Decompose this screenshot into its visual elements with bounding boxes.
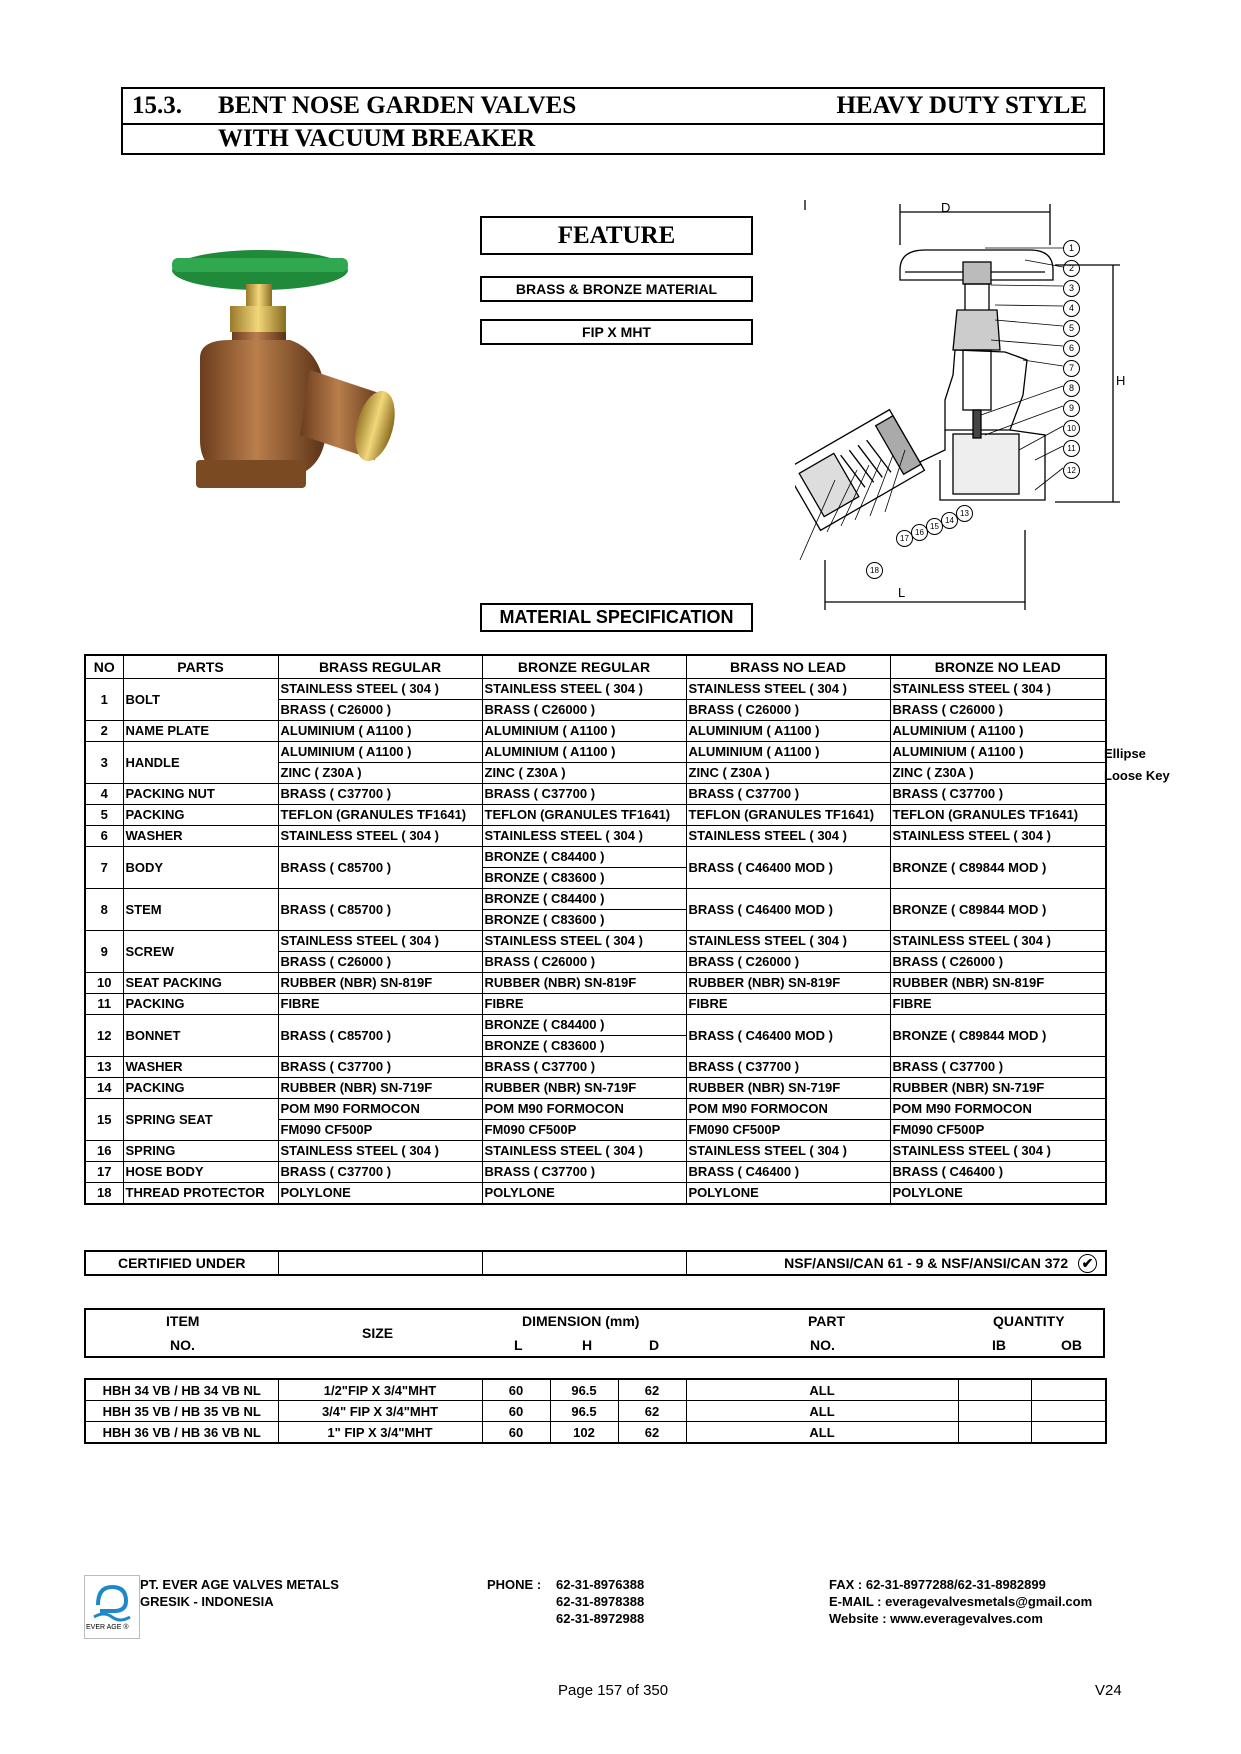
dimension-size-cell: 1/2"FIP X 3/4"MHT — [278, 1379, 482, 1401]
material-cell: ALUMINIUM ( A1100 ) — [890, 742, 1106, 763]
material-cell: BRASS ( C26000 ) — [890, 700, 1106, 721]
material-cell: ALUMINIUM ( A1100 ) — [278, 721, 482, 742]
material-row — [85, 847, 1106, 868]
note-loose-key: Loose Key — [1104, 768, 1170, 783]
valve-photo — [160, 240, 430, 510]
material-cell: ZINC ( Z30A ) — [482, 763, 686, 784]
hdr-size: SIZE — [362, 1325, 394, 1341]
material-cell: BRASS ( C37700 ) — [686, 784, 890, 805]
hdr-part: PART — [808, 1313, 846, 1329]
material-cell: ALUMINIUM ( A1100 ) — [278, 742, 482, 763]
callout-9: 9 — [1063, 400, 1080, 417]
part-name: BODY — [123, 847, 278, 889]
material-cell: ALUMINIUM ( A1100 ) — [890, 721, 1106, 742]
dimension-l-cell: 60 — [482, 1422, 550, 1444]
material-cell: STAINLESS STEEL ( 304 ) — [686, 679, 890, 700]
dimension-part-cell: ALL — [686, 1379, 958, 1401]
callout-11: 11 — [1063, 440, 1080, 457]
col-bronze-no-lead: BRONZE NO LEAD — [890, 655, 1106, 679]
material-cell: FIBRE — [686, 994, 890, 1015]
material-cell: BRASS ( C26000 ) — [482, 952, 686, 973]
material-cell: ZINC ( Z30A ) — [686, 763, 890, 784]
hdr-item-no: NO. — [170, 1337, 195, 1353]
material-row — [85, 1099, 1106, 1120]
material-cell: BRONZE ( C84400 ) — [482, 1015, 686, 1036]
dimension-ib-cell — [958, 1401, 1031, 1422]
material-row — [85, 721, 1106, 742]
hdr-quantity: QUANTITY — [993, 1313, 1065, 1329]
fax: FAX : 62-31-8977288/62-31-8982899 — [829, 1577, 1046, 1592]
part-number: 8 — [85, 889, 123, 931]
material-cell: ZINC ( Z30A ) — [890, 763, 1106, 784]
callout-1: 1 — [1063, 240, 1080, 257]
material-cell: STAINLESS STEEL ( 304 ) — [482, 1141, 686, 1162]
dimension-d-cell: 62 — [618, 1401, 686, 1422]
material-cell: POM M90 FORMOCON — [686, 1099, 890, 1120]
part-number: 5 — [85, 805, 123, 826]
part-number: 16 — [85, 1141, 123, 1162]
part-number: 13 — [85, 1057, 123, 1078]
material-cell: RUBBER (NBR) SN-819F — [278, 973, 482, 994]
material-header-row — [85, 655, 1106, 679]
part-number: 4 — [85, 784, 123, 805]
material-cell: BRASS ( C37700 ) — [278, 1057, 482, 1078]
note-ellipse: Ellipse — [1104, 746, 1146, 761]
dim-label-d: D — [941, 200, 951, 215]
material-cell: BRASS ( C37700 ) — [890, 784, 1106, 805]
dimension-row — [85, 1422, 1106, 1444]
col-no: NO — [85, 655, 123, 679]
title-line-1: BENT NOSE GARDEN VALVES — [218, 92, 577, 119]
part-name: WASHER — [123, 826, 278, 847]
material-cell: FIBRE — [278, 994, 482, 1015]
material-cell: BRASS ( C37700 ) — [482, 784, 686, 805]
material-cell: BRASS ( C37700 ) — [482, 1057, 686, 1078]
version: V24 — [1095, 1682, 1122, 1699]
company-location: GRESIK - INDONESIA — [140, 1594, 274, 1609]
material-cell: STAINLESS STEEL ( 304 ) — [278, 931, 482, 952]
website-link[interactable]: Website : www.everagevalves.com — [829, 1611, 1043, 1626]
phone-2: 62-31-8978388 — [556, 1594, 645, 1609]
material-row — [85, 994, 1106, 1015]
callout-18: 18 — [866, 562, 883, 579]
part-name: SEAT PACKING — [123, 973, 278, 994]
company-name: PT. EVER AGE VALVES METALS — [140, 1577, 339, 1592]
part-number: 10 — [85, 973, 123, 994]
certification-row — [84, 1250, 1107, 1276]
material-cell: BRASS ( C26000 ) — [278, 952, 482, 973]
callout-15: 15 — [926, 518, 943, 535]
part-number: 1 — [85, 679, 123, 721]
hdr-h: H — [582, 1337, 593, 1353]
material-cell: BRONZE ( C84400 ) — [482, 889, 686, 910]
dim-label-l: L — [898, 585, 906, 600]
material-row — [85, 931, 1106, 952]
callout-3: 3 — [1063, 280, 1080, 297]
part-number: 15 — [85, 1099, 123, 1141]
material-cell: RUBBER (NBR) SN-719F — [686, 1078, 890, 1099]
part-number: 18 — [85, 1183, 123, 1205]
title-box — [121, 87, 1105, 155]
phone-1: 62-31-8976388 — [556, 1577, 645, 1592]
dimension-size-cell: 1" FIP X 3/4"MHT — [278, 1422, 482, 1444]
callout-17: 17 — [896, 530, 913, 547]
material-row — [85, 679, 1106, 700]
material-row — [85, 1162, 1106, 1183]
material-cell: BRONZE ( C83600 ) — [482, 910, 686, 931]
callout-14: 14 — [941, 512, 958, 529]
certified-label: CERTIFIED UNDER — [85, 1251, 278, 1275]
material-row — [85, 973, 1106, 994]
section-number: 15.3. — [132, 92, 182, 119]
material-row — [85, 1057, 1106, 1078]
material-cell: BRASS ( C26000 ) — [686, 952, 890, 973]
material-row — [85, 1141, 1106, 1162]
dimension-part-cell: ALL — [686, 1401, 958, 1422]
dimension-ob-cell — [1031, 1379, 1106, 1401]
hdr-part-no: NO. — [810, 1337, 835, 1353]
material-cell: BRASS ( C46400 MOD ) — [686, 847, 890, 889]
phone-3: 62-31-8972988 — [556, 1611, 645, 1626]
material-row — [85, 805, 1106, 826]
material-cell: BRONZE ( C84400 ) — [482, 847, 686, 868]
phone-block — [556, 1576, 644, 1627]
material-cell: POLYLONE — [890, 1183, 1106, 1205]
part-name: PACKING — [123, 805, 278, 826]
part-number: 17 — [85, 1162, 123, 1183]
material-cell: BRASS ( C26000 ) — [482, 700, 686, 721]
logo-text: EVER AGE ® — [86, 1624, 129, 1631]
material-cell: BRASS ( C26000 ) — [278, 700, 482, 721]
hdr-item: ITEM — [166, 1313, 200, 1329]
material-cell: FIBRE — [890, 994, 1106, 1015]
part-number: 9 — [85, 931, 123, 973]
part-name: THREAD PROTECTOR — [123, 1183, 278, 1205]
material-cell: BRASS ( C26000 ) — [890, 952, 1106, 973]
material-cell: BRASS ( C85700 ) — [278, 889, 482, 931]
certified-blank-1 — [278, 1251, 482, 1275]
material-heading: MATERIAL SPECIFICATION — [480, 603, 753, 632]
material-row — [85, 889, 1106, 910]
part-name: HANDLE — [123, 742, 278, 784]
dimension-row — [85, 1379, 1106, 1401]
check-icon: ✔ — [1078, 1254, 1097, 1273]
dimension-size-cell: 3/4" FIP X 3/4"MHT — [278, 1401, 482, 1422]
callout-4: 4 — [1063, 300, 1080, 317]
material-cell: STAINLESS STEEL ( 304 ) — [278, 679, 482, 700]
col-bronze-regular: BRONZE REGULAR — [482, 655, 686, 679]
dimension-header — [84, 1308, 1105, 1358]
material-cell: BRASS ( C37700 ) — [482, 1162, 686, 1183]
part-number: 14 — [85, 1078, 123, 1099]
callout-7: 7 — [1063, 360, 1080, 377]
material-cell: BRASS ( C46400 MOD ) — [686, 889, 890, 931]
material-cell: BRONZE ( C89844 MOD ) — [890, 847, 1106, 889]
dimension-table — [84, 1378, 1107, 1444]
material-cell: POLYLONE — [686, 1183, 890, 1205]
dimension-h-cell: 96.5 — [550, 1379, 618, 1401]
material-row — [85, 742, 1106, 763]
material-cell: BRASS ( C37700 ) — [278, 784, 482, 805]
dimension-l-cell: 60 — [482, 1401, 550, 1422]
material-cell: STAINLESS STEEL ( 304 ) — [686, 931, 890, 952]
material-cell: BRASS ( C46400 ) — [890, 1162, 1106, 1183]
material-cell: RUBBER (NBR) SN-819F — [482, 973, 686, 994]
callout-5: 5 — [1063, 320, 1080, 337]
feature-heading: FEATURE — [480, 216, 753, 255]
dimension-l-cell: 60 — [482, 1379, 550, 1401]
material-row — [85, 784, 1106, 805]
material-cell: STAINLESS STEEL ( 304 ) — [482, 931, 686, 952]
part-number: 12 — [85, 1015, 123, 1057]
material-table — [84, 654, 1107, 1205]
material-cell: ALUMINIUM ( A1100 ) — [482, 721, 686, 742]
material-cell: ALUMINIUM ( A1100 ) — [686, 721, 890, 742]
hdr-d: D — [649, 1337, 660, 1353]
certified-value: NSF/ANSI/CAN 61 - 9 & NSF/ANSI/CAN 372 — [784, 1254, 1069, 1271]
material-cell: FM090 CF500P — [890, 1120, 1106, 1141]
material-row — [85, 1078, 1106, 1099]
material-cell: TEFLON (GRANULES TF1641) — [278, 805, 482, 826]
part-name: PACKING — [123, 1078, 278, 1099]
material-cell: STAINLESS STEEL ( 304 ) — [278, 1141, 482, 1162]
part-name: SCREW — [123, 931, 278, 973]
material-cell: FIBRE — [482, 994, 686, 1015]
material-cell: RUBBER (NBR) SN-819F — [686, 973, 890, 994]
hdr-l: L — [514, 1337, 523, 1353]
part-number: 2 — [85, 721, 123, 742]
material-cell: FM090 CF500P — [482, 1120, 686, 1141]
dimension-part-cell: ALL — [686, 1422, 958, 1444]
col-brass-no-lead: BRASS NO LEAD — [686, 655, 890, 679]
material-cell: RUBBER (NBR) SN-719F — [890, 1078, 1106, 1099]
part-name: HOSE BODY — [123, 1162, 278, 1183]
page-number: Page 157 of 350 — [558, 1682, 669, 1699]
company-block — [140, 1576, 339, 1610]
dimension-item-cell: HBH 35 VB / HB 35 VB NL — [85, 1401, 278, 1422]
material-row — [85, 1183, 1106, 1205]
material-cell: RUBBER (NBR) SN-719F — [482, 1078, 686, 1099]
dimension-ob-cell — [1031, 1422, 1106, 1444]
dimension-h-cell: 102 — [550, 1422, 618, 1444]
dim-label-h: H — [1116, 373, 1126, 388]
part-number: 6 — [85, 826, 123, 847]
hdr-ob: OB — [1061, 1337, 1082, 1353]
part-name: STEM — [123, 889, 278, 931]
part-name: SPRING — [123, 1141, 278, 1162]
material-cell: BRONZE ( C83600 ) — [482, 868, 686, 889]
material-cell: POLYLONE — [278, 1183, 482, 1205]
callout-10: 10 — [1063, 420, 1080, 437]
part-name: NAME PLATE — [123, 721, 278, 742]
material-cell: BRASS ( C46400 MOD ) — [686, 1015, 890, 1057]
part-name: BOLT — [123, 679, 278, 721]
col-parts: PARTS — [123, 655, 278, 679]
material-cell: STAINLESS STEEL ( 304 ) — [890, 826, 1106, 847]
dimension-h-cell: 96.5 — [550, 1401, 618, 1422]
part-number: 7 — [85, 847, 123, 889]
material-cell: RUBBER (NBR) SN-819F — [890, 973, 1106, 994]
part-name: WASHER — [123, 1057, 278, 1078]
dimension-item-cell: HBH 34 VB / HB 34 VB NL — [85, 1379, 278, 1401]
material-cell: BRONZE ( C89844 MOD ) — [890, 1015, 1106, 1057]
part-number: 3 — [85, 742, 123, 784]
material-cell: STAINLESS STEEL ( 304 ) — [890, 1141, 1106, 1162]
feature-item-2: FIP X MHT — [480, 319, 753, 345]
contact-block — [829, 1576, 1092, 1627]
material-cell: STAINLESS STEEL ( 304 ) — [686, 1141, 890, 1162]
dimension-ob-cell — [1031, 1401, 1106, 1422]
hdr-dimension: DIMENSION (mm) — [522, 1313, 640, 1329]
callout-13: 13 — [956, 505, 973, 522]
material-cell: ALUMINIUM ( A1100 ) — [482, 742, 686, 763]
material-cell: BRASS ( C37700 ) — [686, 1057, 890, 1078]
part-name: SPRING SEAT — [123, 1099, 278, 1141]
material-cell: TEFLON (GRANULES TF1641) — [482, 805, 686, 826]
dimension-row — [85, 1401, 1106, 1422]
material-cell: STAINLESS STEEL ( 304 ) — [686, 826, 890, 847]
material-cell: BRONZE ( C89844 MOD ) — [890, 889, 1106, 931]
material-row — [85, 826, 1106, 847]
hdr-ib: IB — [992, 1337, 1006, 1353]
part-name: PACKING — [123, 994, 278, 1015]
email-link[interactable]: E-MAIL : everagevalvesmetals@gmail.com — [829, 1594, 1093, 1609]
callout-16: 16 — [911, 524, 928, 541]
material-cell: ZINC ( Z30A ) — [278, 763, 482, 784]
material-cell: BRASS ( C37700 ) — [890, 1057, 1106, 1078]
certified-value-cell — [686, 1251, 1106, 1275]
material-cell: BRASS ( C26000 ) — [686, 700, 890, 721]
material-cell: BRASS ( C85700 ) — [278, 1015, 482, 1057]
callout-6: 6 — [1063, 340, 1080, 357]
callout-2: 2 — [1063, 260, 1080, 277]
col-brass-regular: BRASS REGULAR — [278, 655, 482, 679]
material-cell: POM M90 FORMOCON — [278, 1099, 482, 1120]
material-table-body — [85, 679, 1106, 1205]
material-cell: POLYLONE — [482, 1183, 686, 1205]
material-cell: BRASS ( C37700 ) — [278, 1162, 482, 1183]
material-cell: ALUMINIUM ( A1100 ) — [686, 742, 890, 763]
material-cell: POM M90 FORMOCON — [890, 1099, 1106, 1120]
material-cell: TEFLON (GRANULES TF1641) — [890, 805, 1106, 826]
material-cell: TEFLON (GRANULES TF1641) — [686, 805, 890, 826]
material-cell: STAINLESS STEEL ( 304 ) — [890, 679, 1106, 700]
material-cell: STAINLESS STEEL ( 304 ) — [890, 931, 1106, 952]
dimension-ib-cell — [958, 1422, 1031, 1444]
material-cell: FM090 CF500P — [278, 1120, 482, 1141]
dimension-d-cell: 62 — [618, 1422, 686, 1444]
material-cell: POM M90 FORMOCON — [482, 1099, 686, 1120]
style-title: HEAVY DUTY STYLE — [836, 92, 1087, 119]
part-name: PACKING NUT — [123, 784, 278, 805]
dimension-item-cell: HBH 36 VB / HB 36 VB NL — [85, 1422, 278, 1444]
material-cell: BRASS ( C46400 ) — [686, 1162, 890, 1183]
callout-8: 8 — [1063, 380, 1080, 397]
phone-label: PHONE : — [487, 1577, 542, 1592]
material-cell: BRONZE ( C83600 ) — [482, 1036, 686, 1057]
feature-item-1: BRASS & BRONZE MATERIAL — [480, 276, 753, 302]
title-line-2: WITH VACUUM BREAKER — [218, 125, 536, 152]
material-cell: STAINLESS STEEL ( 304 ) — [482, 826, 686, 847]
part-number: 11 — [85, 994, 123, 1015]
material-cell: RUBBER (NBR) SN-719F — [278, 1078, 482, 1099]
callout-12: 12 — [1063, 462, 1080, 479]
material-row — [85, 1015, 1106, 1036]
part-name: BONNET — [123, 1015, 278, 1057]
certified-blank-2 — [482, 1251, 686, 1275]
dimension-table-body — [85, 1379, 1106, 1443]
material-cell: BRASS ( C85700 ) — [278, 847, 482, 889]
material-cell: FM090 CF500P — [686, 1120, 890, 1141]
material-cell: STAINLESS STEEL ( 304 ) — [278, 826, 482, 847]
dimension-ib-cell — [958, 1379, 1031, 1401]
material-cell: STAINLESS STEEL ( 304 ) — [482, 679, 686, 700]
dimension-d-cell: 62 — [618, 1379, 686, 1401]
